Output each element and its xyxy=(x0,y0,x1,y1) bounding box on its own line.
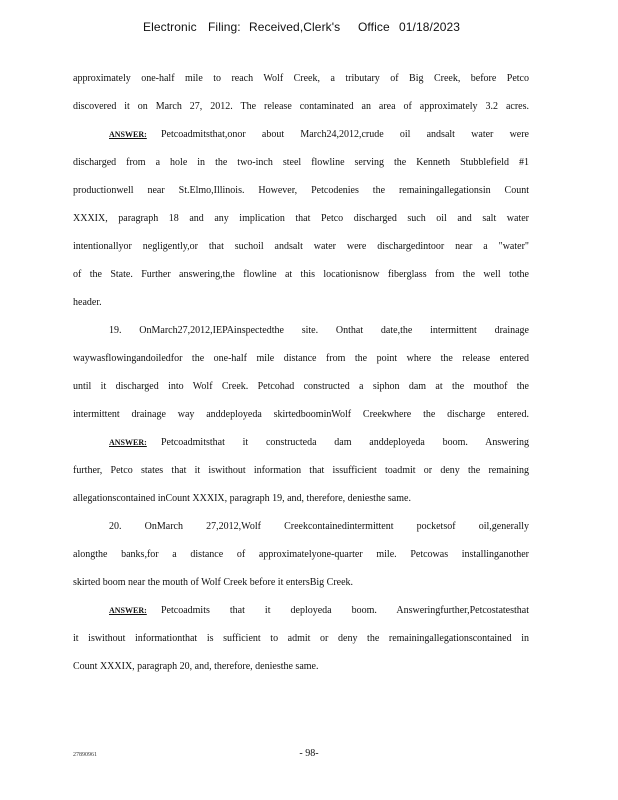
text-line: productionwell near St.Elmo,Illinois. However, Petcodenies the remainingallegationsin Count xyxy=(73,185,529,196)
text-line: discovered it on March 27, 2012. The release contaminated an area of approximately 3.2 acres. xyxy=(73,101,529,112)
paragraph-20-start: 20. OnMarch 27,2012,Wolf Creekcontainedintermittent pocketsof oil,generally xyxy=(109,521,529,532)
header-filing: Filing: xyxy=(208,20,241,34)
header-received: Received,Clerk's xyxy=(249,20,341,34)
text-line: skirted boom near the mouth of Wolf Creek before it entersBig Creek. xyxy=(73,577,354,588)
header-office: Office xyxy=(358,20,390,34)
answer-line xyxy=(73,604,529,632)
answer-label: ANSWER: xyxy=(109,606,147,615)
header-electronic: Electronic xyxy=(143,20,197,34)
text-line: header. xyxy=(73,297,102,308)
document-id: 27890961 xyxy=(73,752,97,758)
text-line: intentionallyor negligently,or that suchoil andsalt water were dischargedintoor near a "water" xyxy=(73,241,529,252)
answer-label: ANSWER: xyxy=(109,438,147,447)
text-line: further, Petco states that it iswithout information that issufficient toadmit or deny the remaining xyxy=(73,465,529,476)
text-line: waywasflowingandoiledfor the one-half mile distance from the point where the release entered xyxy=(73,353,529,364)
text-line: alongthe banks,for a distance of approximatelyone-quarter mile. Petcowas installinganother xyxy=(73,549,529,560)
text-line: intermittent drainage way anddeployeda skirtedboominWolf Creekwhere the discharge entered. xyxy=(73,409,529,420)
paragraph-19-start: 19. OnMarch27,2012,IEPAinspectedthe site. Onthat date,the intermittent drainage xyxy=(109,325,529,336)
header-date: 01/18/2023 xyxy=(399,20,461,34)
text-line: Petcoadmitsthat it constructeda dam anddeployeda boom. Answering xyxy=(161,437,529,448)
answer-line xyxy=(73,436,529,464)
answer-line xyxy=(73,128,529,156)
answer-label: ANSWER: xyxy=(109,130,147,139)
text-line: XXXIX, paragraph 18 and any implication that Petco discharged such oil and salt water xyxy=(73,213,529,224)
text-line: Petcoadmits that it deployeda boom. Answeringfurther,Petcostatesthat xyxy=(161,605,529,616)
text-line: Count XXXIX, paragraph 20, and, therefore, deniesthe same. xyxy=(73,661,319,672)
text-line: of the State. Further answering,the flowline at this locationisnow fiberglass from the well tothe xyxy=(73,269,529,280)
text-line: allegationscontained inCount XXXIX, paragraph 19, and, therefore, deniesthe same. xyxy=(73,493,411,504)
text-line: it iswithout informationthat is sufficient to admit or deny the remainingallegationscontained in xyxy=(73,633,529,644)
text-line: Petcoadmitsthat,onor about March24,2012,crude oil andsalt water were xyxy=(161,129,529,140)
page-number: - 98- xyxy=(299,748,319,759)
text-line: approximately one-half mile to reach Wolf Creek, a tributary of Big Creek, before Petco xyxy=(73,73,529,84)
text-line: until it discharged into Wolf Creek. Petcohad constructed a siphon dam at the mouthof the xyxy=(73,381,529,392)
document-body xyxy=(73,72,529,688)
text-line: discharged from a hole in the two-inch steel flowline serving the Kenneth Stubblefield #1 xyxy=(73,157,529,168)
